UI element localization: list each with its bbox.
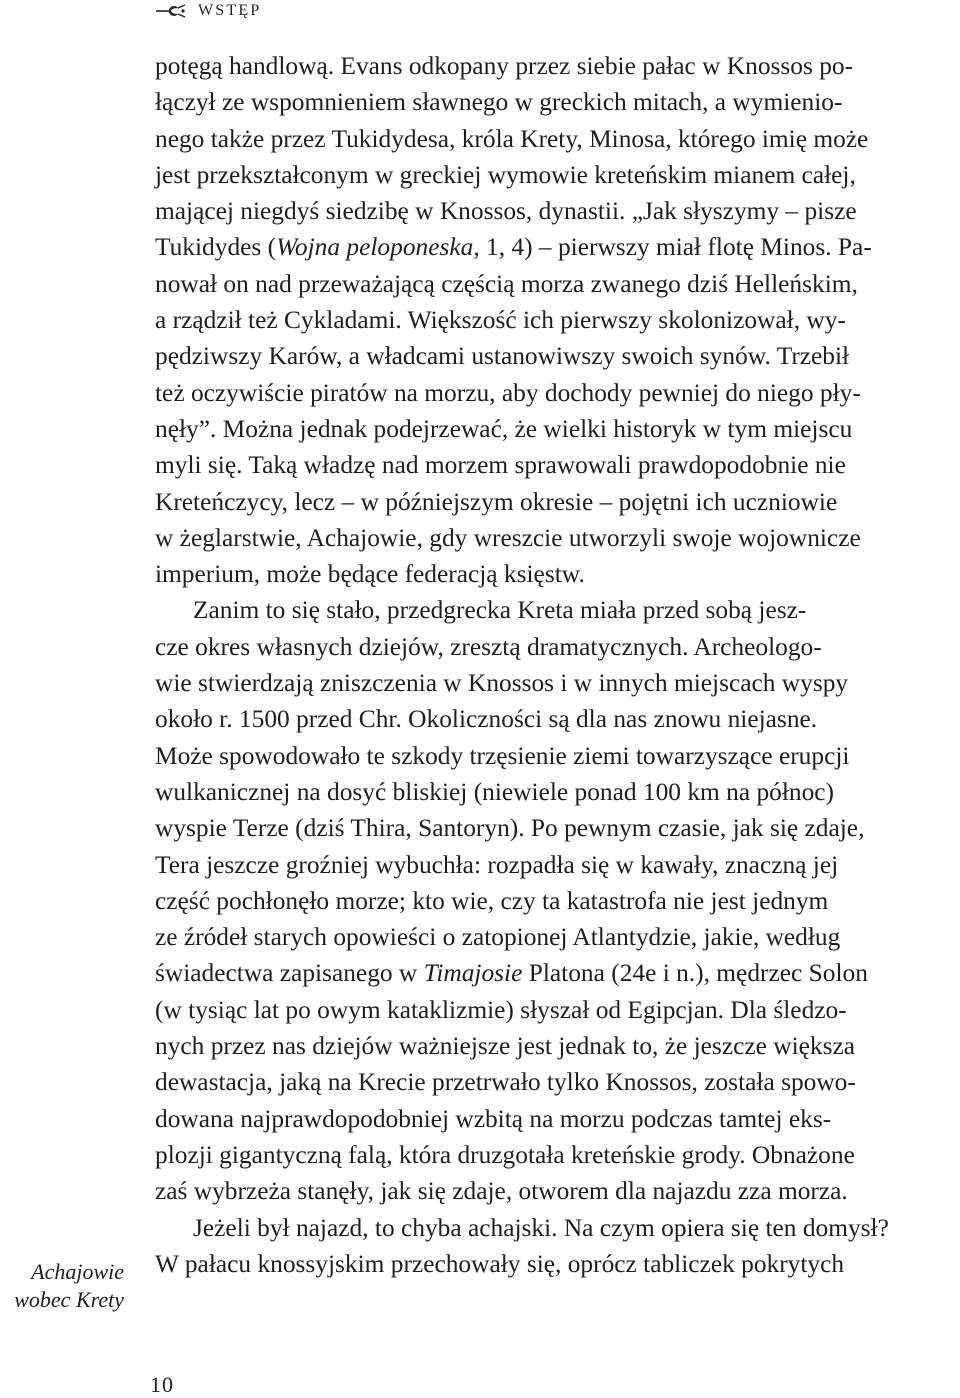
text-run: a rządził też Cykladami. Większość ich pierwszy skolonizował, wy-	[155, 306, 846, 335]
text-run: nego także przez Tukidydesa, króla Krety, Minosa, którego imię może	[155, 124, 869, 153]
text-run: łączył ze wspomnieniem sławnego w greckich mitach, a wymienio-	[155, 88, 843, 117]
text-line	[155, 556, 955, 592]
text-run: nych przez nas dziejów ważniejsze jest jednak to, że jeszcze większa	[155, 1032, 856, 1061]
text-line	[155, 665, 955, 701]
text-run: Tukidydes (	[155, 233, 277, 262]
text-line	[155, 520, 955, 556]
text-run: wie stwierdzają zniszczenia w Knossos i w innych miejscach wyspy	[155, 669, 849, 698]
text-run: Platona (24e i n.), mędrzec Solon	[522, 959, 868, 988]
text-line	[155, 1137, 955, 1173]
text-line	[155, 1246, 955, 1282]
text-line	[155, 411, 955, 447]
text-run: wulkanicznej na dosyć bliskiej (niewiele ponad 100 km na północ)	[155, 777, 835, 806]
text-line	[155, 302, 955, 338]
text-line	[155, 847, 955, 883]
text-run: Kreteńczycy, lecz – w późniejszym okresie – pojętni ich uczniowie	[155, 487, 838, 516]
text-line	[155, 229, 955, 265]
text-run: nował on nad przeważającą częścią morza zwanego dziś Helleńskim,	[155, 269, 858, 298]
text-run: W pałacu knossyjskim przechowały się, oprócz tabliczek pokrytych	[155, 1249, 845, 1278]
text-run: też oczywiście piratów na morzu, aby dochody pewniej do niego pły-	[155, 378, 861, 407]
running-head-title: WSTĘP	[198, 2, 262, 19]
text-run: , 1, 4) – pierwszy miał flotę Minos. Pa-	[473, 233, 872, 262]
text-line	[155, 883, 955, 919]
text-line	[155, 1101, 955, 1137]
text-line	[155, 1173, 955, 1209]
text-line	[155, 375, 955, 411]
text-run: plozji gigantyczną falą, która druzgotała kreteńskie grody. Obnażone	[155, 1140, 855, 1169]
text-run: dowana najprawdopodobniej wzbitą na morzu podczas tamtej eks-	[155, 1104, 832, 1133]
marginal-note-line: Achajowie	[31, 1259, 124, 1284]
text-line	[155, 48, 955, 84]
text-run: część pochłonęło morze; kto wie, czy ta katastrofa nie jest jednym	[155, 886, 829, 915]
text-run: potęgą handlową. Evans odkopany przez siebie pałac w Knossos po-	[155, 52, 854, 80]
text-run: imperium, może będące federacją księstw.	[155, 560, 585, 589]
text-line	[155, 738, 955, 774]
italic-title-text: Wojna peloponeska	[276, 233, 474, 262]
text-run: około r. 1500 przed Chr. Okoliczności są dla nas znowu niejasne.	[155, 705, 818, 734]
text-line	[155, 774, 955, 810]
text-run: Jeżeli był najazd, to chyba achajski. Na czym opiera się ten domysł?	[193, 1213, 889, 1242]
text-line	[155, 955, 955, 991]
text-line	[155, 157, 955, 193]
marginal-note-line: wobec Krety	[14, 1287, 124, 1312]
text-run: myli się. Taką władzę nad morzem sprawowali prawdopodobnie nie	[155, 451, 846, 480]
text-line	[155, 1210, 955, 1246]
text-line	[155, 919, 955, 955]
text-run: zaś wybrzeża stanęły, jak się zdaje, otworem dla najazdu zza morza.	[155, 1177, 848, 1206]
text-line	[155, 266, 955, 302]
text-line	[155, 484, 955, 520]
body-text	[155, 48, 955, 1282]
text-line	[155, 810, 955, 846]
text-run: (w tysiąc lat po owym kataklizmie) słyszał od Egipcjan. Dla śledzo-	[155, 995, 847, 1024]
italic-title-text: Timajosie	[423, 959, 523, 988]
page-number: 10	[150, 1372, 174, 1397]
text-run: Tera jeszcze groźniej wybuchła: rozpadła się w kawały, znaczną jej	[155, 850, 839, 879]
text-line	[155, 629, 955, 665]
text-line	[155, 193, 955, 229]
text-run: Może spowodowało te szkody trzęsienie ziemi towarzyszące erupcji	[155, 741, 850, 770]
text-line	[155, 338, 955, 374]
text-line	[155, 121, 955, 157]
text-line	[155, 592, 955, 628]
text-line	[155, 1028, 955, 1064]
text-run: nęły”. Można jednak podejrzewać, że wielki historyk w tym miejscu	[155, 414, 853, 443]
text-run: cze okres własnych dziejów, zresztą dramatycznych. Archeologo-	[155, 632, 822, 661]
text-run: pędziwszy Karów, a władcami ustanowiwszy swoich synów. Trzebił	[155, 342, 850, 371]
running-head	[154, 0, 261, 22]
text-run: Zanim to się stało, przedgrecka Kreta miała przed sobą jesz-	[193, 596, 807, 625]
text-line	[155, 701, 955, 737]
text-run: jest przekształconym w greckiej wymowie kreteńskim mianem całej,	[155, 160, 856, 189]
text-line	[155, 1064, 955, 1100]
text-run: w żeglarstwie, Achajowie, gdy wreszcie utworzyli swoje wojownicze	[155, 523, 861, 552]
text-run: świadectwa zapisanego w	[155, 959, 424, 988]
marginal-note	[0, 1258, 124, 1314]
fleuron-icon	[154, 4, 188, 18]
text-run: ze źródeł starych opowieści o zatopionej Atlantydzie, jakie, według	[155, 923, 841, 952]
text-line	[155, 84, 955, 120]
text-run: dewastacja, jaką na Krecie przetrwało tylko Knossos, została spowo-	[155, 1068, 856, 1097]
text-run: wyspie Terze (dziś Thira, Santoryn). Po pewnym czasie, jak się zdaje,	[155, 814, 865, 843]
text-line	[155, 992, 955, 1028]
text-run: mającej niegdyś siedzibę w Knossos, dynastii. „Jak słyszymy – pisze	[155, 197, 857, 226]
text-line	[155, 447, 955, 483]
